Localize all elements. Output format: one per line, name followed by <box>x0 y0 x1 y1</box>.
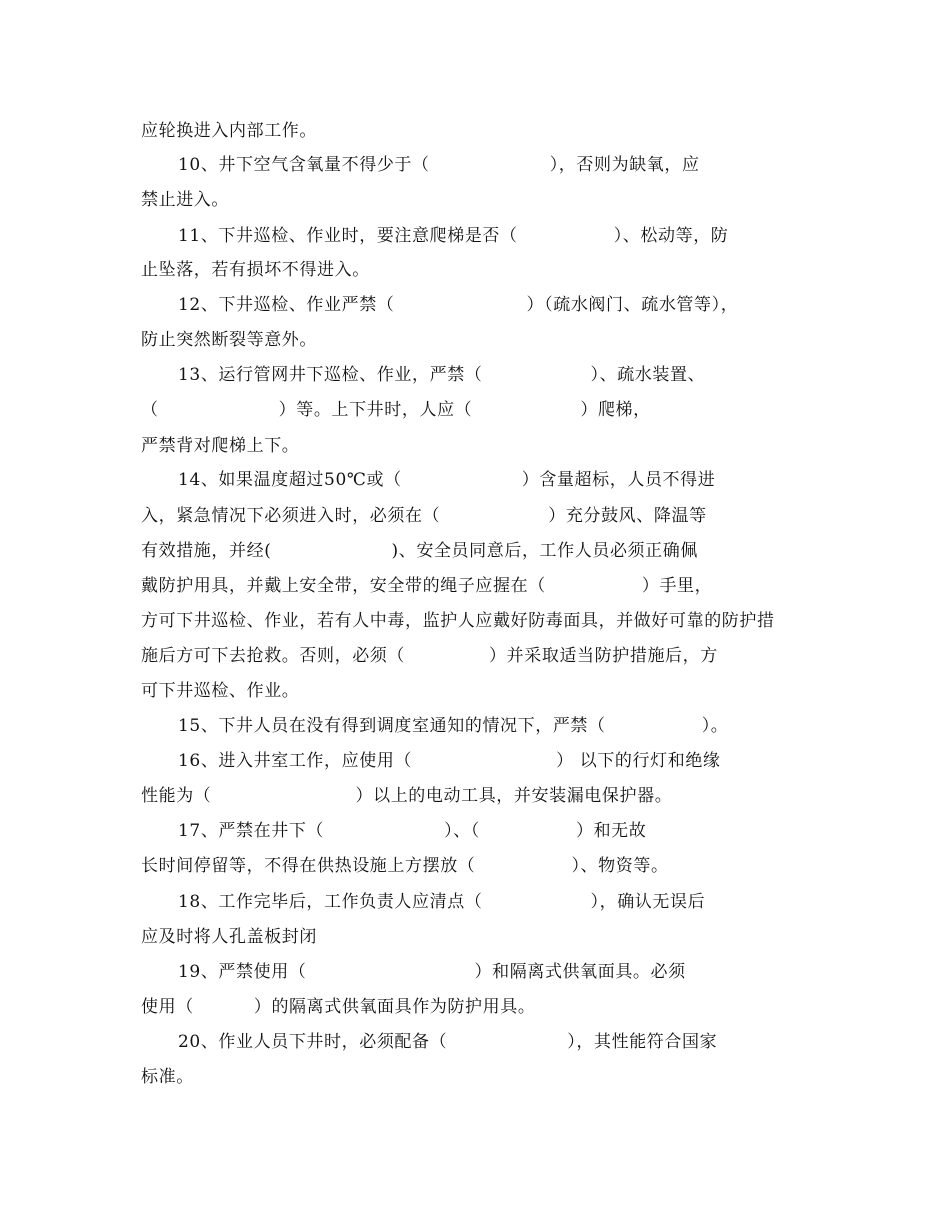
text-line: 性能为（ ）以上的电动工具，并安装漏电保护器。 <box>141 786 673 806</box>
text-line: 17、严禁在井下（ ）、（ ）和无故 <box>178 821 647 841</box>
text-line: 禁止进入。 <box>141 190 229 210</box>
text-line: 14、如果温度超过50℃或（ ）含量超标，人员不得进 <box>178 470 716 490</box>
text-line: （ ）等。上下井时，人应（ ）爬梯， <box>141 400 651 420</box>
text-line: 严禁背对爬梯上下。 <box>141 436 300 456</box>
text-line: 防止突然断裂等意外。 <box>141 330 317 350</box>
text-line: 戴防护用具，并戴上安全带，安全带的绳子应握在（ ）手里， <box>141 576 713 596</box>
text-line: 15、下井人员在没有得到调度室通知的情况下，严禁（ ）。 <box>178 716 729 736</box>
text-line: 应及时将人孔盖板封闭 <box>141 927 317 947</box>
text-line: 长时间停留等，不得在供热设施上方摆放（ ）、物资等。 <box>141 856 669 876</box>
text-line: 10、井下空气含氧量不得少于（ ），否则为缺氧，应 <box>178 155 700 175</box>
text-line: 19、严禁使用（ ）和隔离式供氧面具。必须 <box>178 962 686 982</box>
text-line: 20、作业人员下井时，必须配备（ ），其性能符合国家 <box>178 1032 718 1052</box>
text-line: 18、工作完毕后，工作负责人应清点（ ），确认无误后 <box>178 892 706 912</box>
text-line: 有效措施，并经( )、安全员同意后，工作人员必须正确佩 <box>141 541 698 561</box>
text-line: 使用（ ）的隔离式供氧面具作为防护用具。 <box>141 997 536 1017</box>
text-line: 12、下井巡检、作业严禁（ ）（疏水阀门、疏水管等）， <box>178 295 739 315</box>
text-line: 13、运行管网井下巡检、作业，严禁（ ）、疏水装置、 <box>178 365 706 385</box>
text-line: 16、进入井室工作，应使用（ ） 以下的行灯和绝缘 <box>178 751 721 771</box>
text-line: 11、下井巡检、作业时，要注意爬梯是否（ ）、松动等，防 <box>178 226 729 246</box>
text-line: 入，紧急情况下必须进入时，必须在（ ）充分鼓风、降温等 <box>141 506 707 526</box>
text-line: 可下井巡检、作业。 <box>141 681 300 701</box>
text-line: 止坠落，若有损坏不得进入。 <box>141 260 370 280</box>
text-line: 施后方可下去抢救。否则，必须（ ）并采取适当防护措施后，方 <box>141 646 718 666</box>
text-line: 应轮换进入内部工作。 <box>141 121 317 141</box>
text-line: 标准。 <box>141 1067 194 1087</box>
text-line: 方可下井巡检、作业，若有人中毒，监护人应戴好防毒面具，并做好可靠的防护措 <box>141 611 775 631</box>
